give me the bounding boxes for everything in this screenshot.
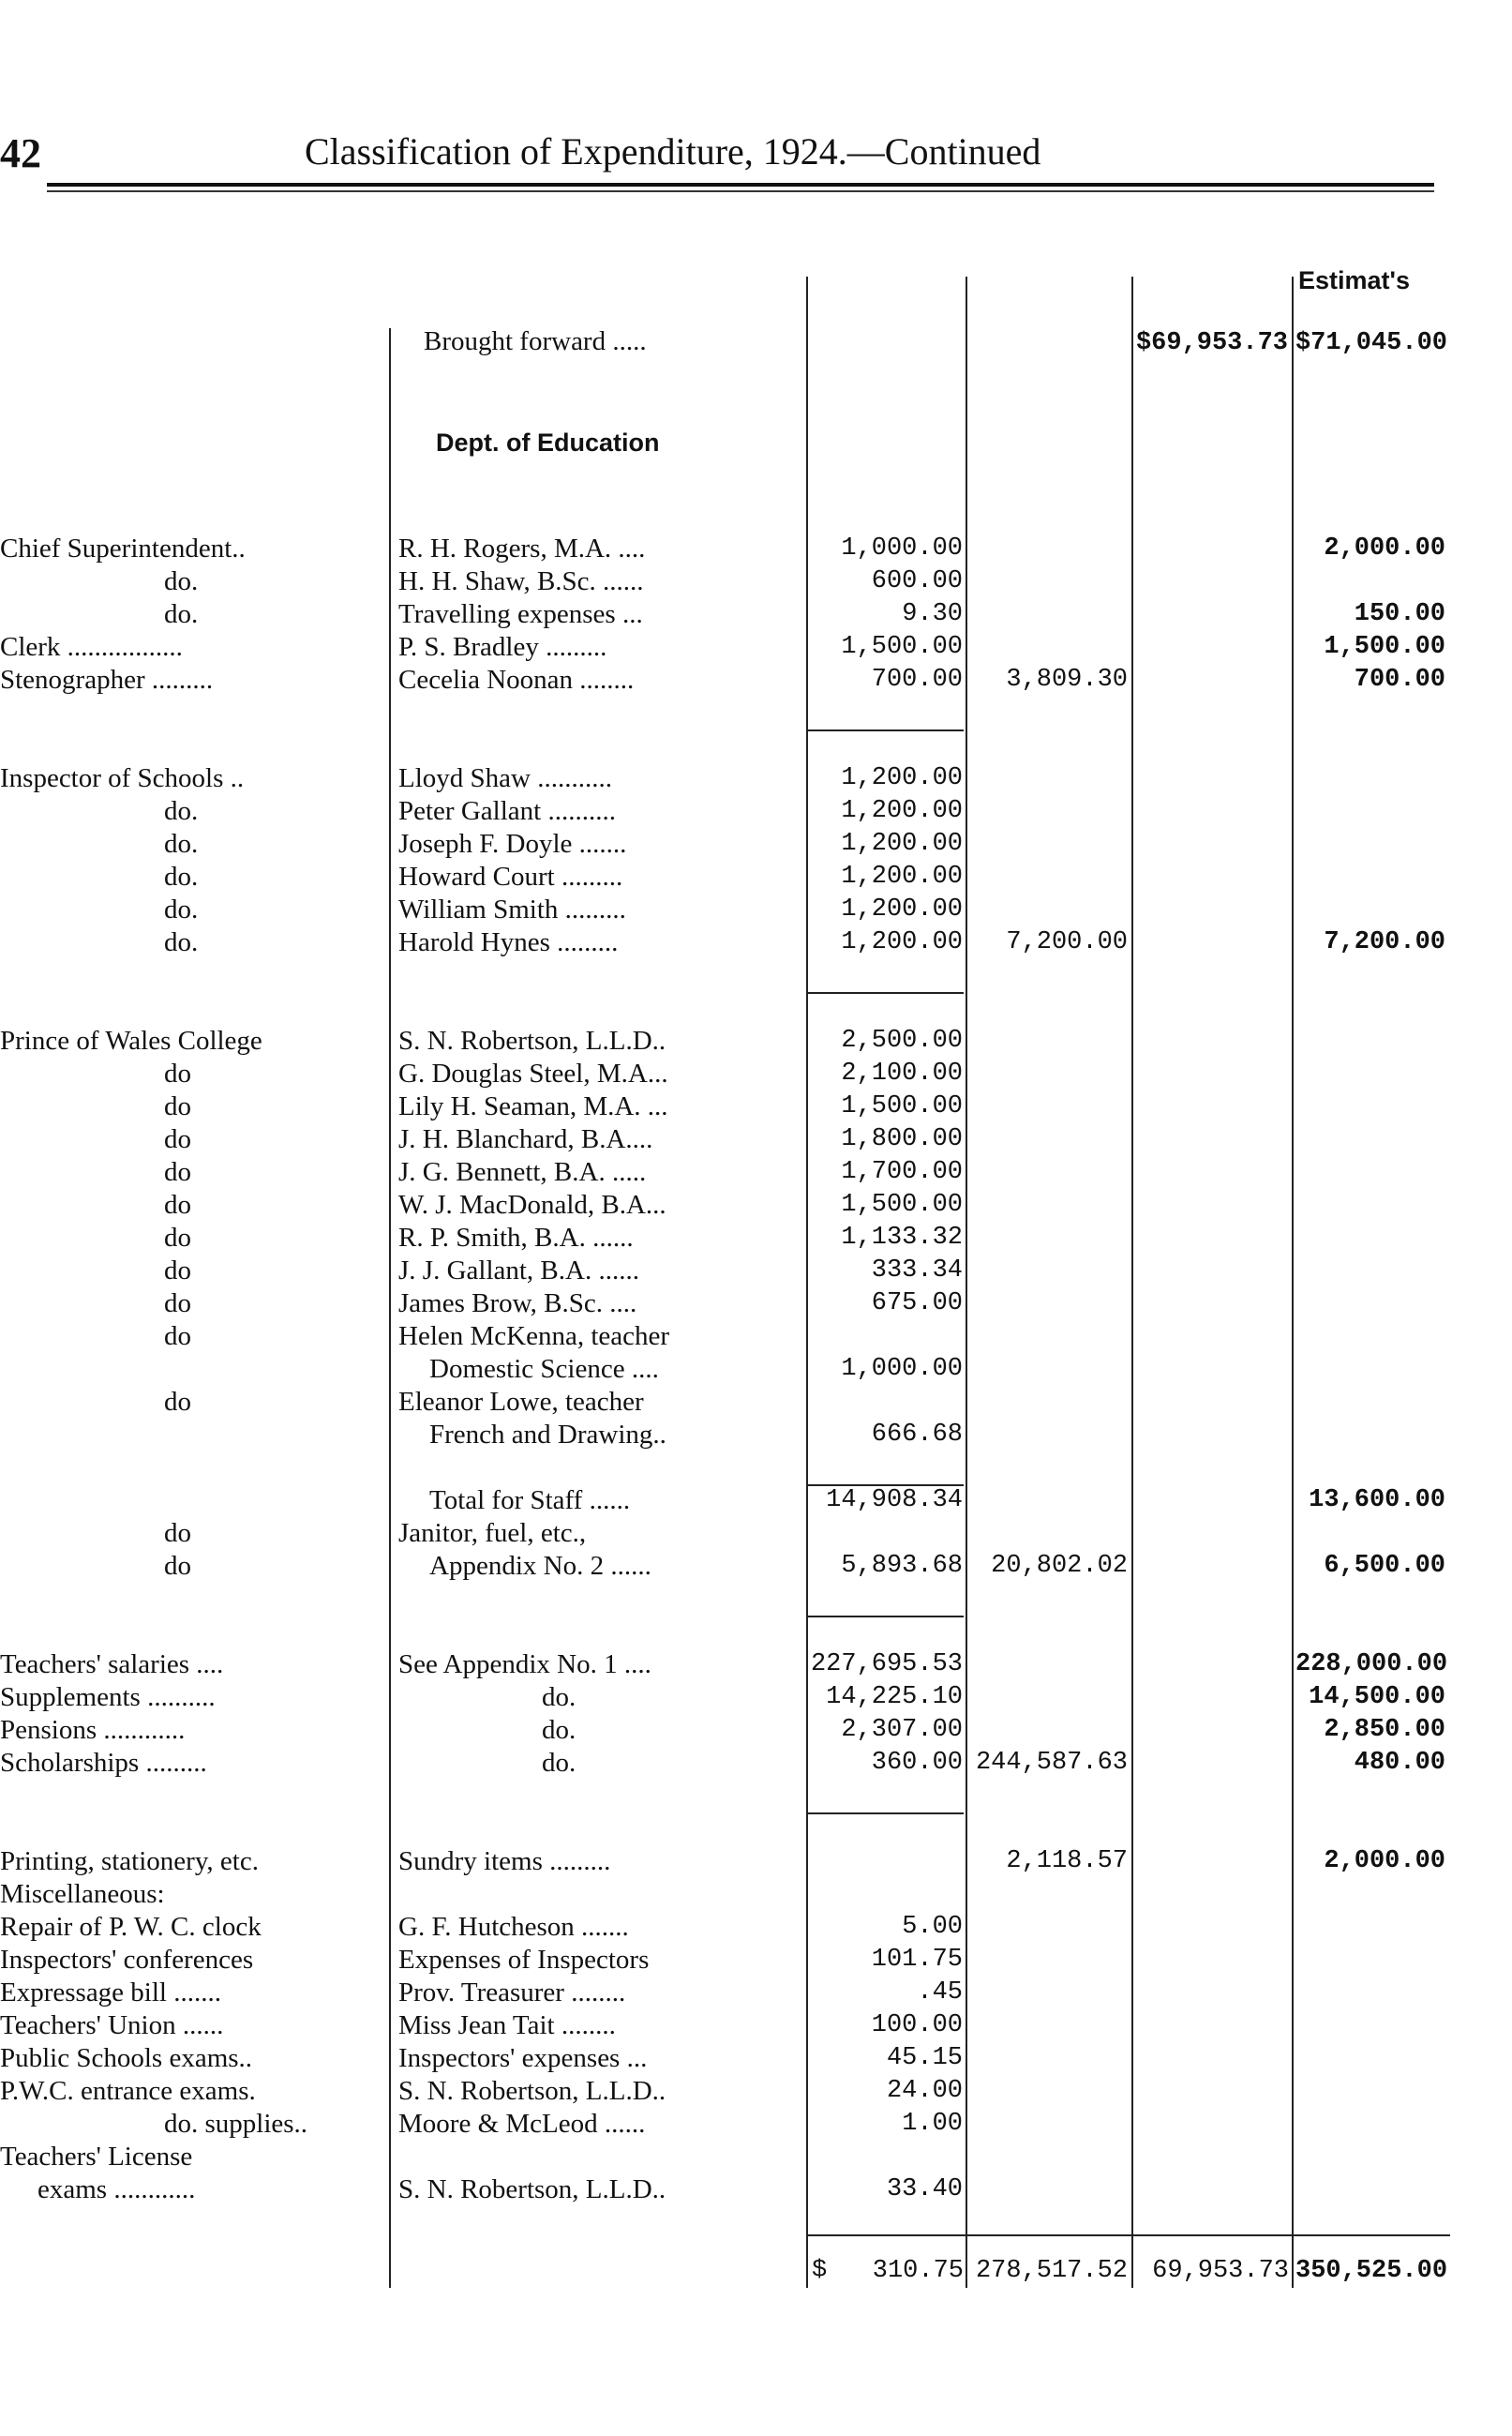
row-description: J. J. Gallant, B.A. ...... — [398, 1256, 639, 1286]
row-description: do. — [542, 1715, 576, 1745]
row-description: S. N. Robertson, L.L.D.. — [398, 1026, 666, 1056]
row-label: do. — [164, 796, 199, 826]
row-estimate: 1,500.00 — [1324, 633, 1445, 661]
row-label: do — [164, 1256, 191, 1286]
row-label: Chief Superintendent.. — [0, 534, 246, 564]
row-label: do — [164, 1091, 191, 1121]
row-amount: 2,100.00 — [841, 1060, 963, 1088]
row-label: do. — [164, 566, 199, 596]
column-divider — [389, 328, 391, 2288]
row-amount: 14,225.10 — [826, 1683, 963, 1711]
brought-forward-estimate: $71,045.00 — [1295, 329, 1447, 357]
row-amount: 600.00 — [871, 567, 963, 595]
row-label: do — [164, 1124, 191, 1154]
row-subtotal: 7,200.00 — [1006, 928, 1128, 956]
row-description: William Smith ......... — [398, 895, 626, 925]
row-description: do. — [542, 1748, 576, 1778]
department-heading: Dept. of Education — [436, 429, 660, 457]
row-label: Inspectors' conferences — [0, 1945, 254, 1975]
total-estimate: 350,525.00 — [1295, 2257, 1448, 2285]
row-description: Appendix No. 2 ...... — [429, 1551, 651, 1581]
row-label: exams ............ — [37, 2174, 196, 2204]
row-amount: 1,000.00 — [841, 1355, 963, 1383]
column-divider — [1131, 277, 1133, 2288]
row-label: do — [164, 1059, 191, 1089]
row-amount: 1,133.32 — [841, 1224, 963, 1252]
row-label: Inspector of Schools .. — [0, 763, 245, 793]
row-amount: 1,200.00 — [841, 797, 963, 825]
row-subtotal: 20,802.02 — [991, 1552, 1128, 1580]
row-label: do. supplies.. — [164, 2109, 308, 2139]
row-description: G. F. Hutcheson ....... — [398, 1912, 629, 1942]
row-amount: 1,500.00 — [841, 1191, 963, 1219]
row-amount: 700.00 — [871, 666, 963, 694]
row-description: Sundry items ......... — [398, 1846, 611, 1876]
row-description: Lloyd Shaw ........... — [398, 763, 612, 793]
row-amount: 227,695.53 — [810, 1650, 963, 1678]
row-label: do. — [164, 829, 199, 859]
row-amount: 1,000.00 — [841, 534, 963, 563]
row-label: do — [164, 1321, 191, 1351]
row-estimate: 2,000.00 — [1324, 534, 1445, 563]
row-amount: 101.75 — [871, 1946, 963, 1974]
row-amount: 1,500.00 — [841, 1092, 963, 1120]
row-description: do. — [542, 1682, 576, 1712]
subtotal-rule — [808, 1484, 964, 1486]
row-description: Travelling expenses ... — [398, 599, 643, 629]
row-description: S. N. Robertson, L.L.D.. — [398, 2174, 666, 2204]
row-label: Supplements .......... — [0, 1682, 216, 1712]
row-amount: 100.00 — [871, 2011, 963, 2039]
row-amount: 14,908.34 — [826, 1486, 963, 1514]
row-subtotal: 2,118.57 — [1006, 1847, 1128, 1875]
row-label: Stenographer ......... — [0, 665, 214, 695]
row-estimate: 480.00 — [1354, 1749, 1445, 1777]
row-amount: .45 — [917, 1978, 963, 2007]
row-amount: 1,500.00 — [841, 633, 963, 661]
row-label: Repair of P. W. C. clock — [0, 1912, 262, 1942]
row-amount: 333.34 — [871, 1256, 963, 1285]
row-label: do — [164, 1288, 191, 1318]
row-amount: 1,200.00 — [841, 928, 963, 956]
row-description: P. S. Bradley ......... — [398, 632, 607, 662]
row-amount: 24.00 — [886, 2077, 963, 2105]
row-estimate: 150.00 — [1354, 600, 1445, 628]
row-estimate: 700.00 — [1354, 666, 1445, 694]
row-description: French and Drawing.. — [429, 1420, 666, 1450]
row-description: Expenses of Inspectors — [398, 1945, 650, 1975]
row-label: do — [164, 1157, 191, 1187]
row-label: Teachers' License — [0, 2142, 193, 2172]
row-label: Printing, stationery, etc. — [0, 1846, 259, 1876]
row-description: Peter Gallant .......... — [398, 796, 616, 826]
row-description: See Appendix No. 1 .... — [398, 1649, 651, 1679]
row-label: Clerk ................. — [0, 632, 183, 662]
subtotal-rule — [808, 1812, 964, 1814]
row-label: do. — [164, 599, 199, 629]
row-description: Cecelia Noonan ........ — [398, 665, 635, 695]
row-label: P.W.C. entrance exams. — [0, 2076, 256, 2106]
row-label: do — [164, 1190, 191, 1220]
page-number: 42 — [0, 130, 41, 176]
row-amount: 9.30 — [902, 600, 963, 628]
row-amount: 1,200.00 — [841, 895, 963, 924]
row-description: Harold Hynes ......... — [398, 927, 619, 957]
row-label: do. — [164, 895, 199, 925]
row-amount: 2,307.00 — [841, 1716, 963, 1744]
subtotal-rule — [808, 729, 964, 731]
row-amount: 1,700.00 — [841, 1158, 963, 1186]
row-amount: 1.00 — [902, 2110, 963, 2138]
total-col1: 310.75 — [872, 2257, 964, 2285]
row-description: Eleanor Lowe, teacher — [398, 1387, 644, 1417]
row-estimate: 2,000.00 — [1324, 1847, 1445, 1875]
row-description: Domestic Science .... — [429, 1354, 659, 1384]
row-label: Expressage bill ....... — [0, 1977, 221, 2007]
row-amount: 5,893.68 — [841, 1552, 963, 1580]
row-label: Miscellaneous: — [0, 1879, 165, 1909]
row-description: R. H. Rogers, M.A. .... — [398, 534, 646, 564]
row-description: R. P. Smith, B.A. ...... — [398, 1223, 634, 1253]
row-label: do — [164, 1518, 191, 1548]
row-label: do — [164, 1551, 191, 1581]
row-amount: 675.00 — [871, 1289, 963, 1317]
row-label: do — [164, 1223, 191, 1253]
row-label: Scholarships ......... — [0, 1748, 207, 1778]
total-rule — [808, 2234, 1450, 2236]
row-description: J. G. Bennett, B.A. ..... — [398, 1157, 647, 1187]
row-amount: 5.00 — [902, 1913, 963, 1941]
total-col3: 69,953.73 — [1152, 2257, 1289, 2285]
row-estimate: 14,500.00 — [1309, 1683, 1445, 1711]
row-description: James Brow, B.Sc. .... — [398, 1288, 637, 1318]
total-dollar-sign: $ — [812, 2257, 828, 2285]
row-subtotal: 244,587.63 — [975, 1749, 1128, 1777]
row-description: H. H. Shaw, B.Sc. ...... — [398, 566, 644, 596]
row-label: do. — [164, 927, 199, 957]
row-amount: 1,200.00 — [841, 764, 963, 792]
row-description: G. Douglas Steel, M.A... — [398, 1059, 668, 1089]
total-col2: 278,517.52 — [975, 2257, 1128, 2285]
row-label: Prince of Wales College — [0, 1026, 262, 1056]
row-subtotal: 3,809.30 — [1006, 666, 1128, 694]
row-label: Teachers' salaries .... — [0, 1649, 224, 1679]
row-description: Howard Court ......... — [398, 862, 623, 892]
row-amount: 33.40 — [886, 2175, 963, 2203]
row-amount: 1,800.00 — [841, 1125, 963, 1153]
header-rule-thin — [47, 190, 1434, 192]
row-description: Lily H. Seaman, M.A. ... — [398, 1091, 668, 1121]
row-description: Prov. Treasurer ........ — [398, 1977, 626, 2007]
row-amount: 45.15 — [886, 2044, 963, 2072]
row-description: Janitor, fuel, etc., — [398, 1518, 587, 1548]
row-amount: 360.00 — [871, 1749, 963, 1777]
row-estimate: 228,000.00 — [1295, 1650, 1448, 1678]
row-description: S. N. Robertson, L.L.D.. — [398, 2076, 666, 2106]
row-description: Inspectors' expenses ... — [398, 2043, 648, 2073]
row-label: Public Schools exams.. — [0, 2043, 253, 2073]
brought-forward-col4: $69,953.73 — [1135, 329, 1288, 357]
row-estimate: 2,850.00 — [1324, 1716, 1445, 1744]
row-description: Miss Jean Tait ........ — [398, 2010, 616, 2040]
row-description: Total for Staff ...... — [429, 1485, 631, 1515]
row-amount: 666.68 — [871, 1421, 963, 1449]
row-description: W. J. MacDonald, B.A... — [398, 1190, 666, 1220]
row-label: do — [164, 1387, 191, 1417]
row-estimate: 13,600.00 — [1309, 1486, 1445, 1514]
estimate-column-header: Estimat's — [1298, 266, 1410, 294]
column-divider — [966, 277, 967, 2288]
row-description: Joseph F. Doyle ....... — [398, 829, 627, 859]
row-label: do. — [164, 862, 199, 892]
column-divider — [1292, 277, 1294, 2288]
row-estimate: 7,200.00 — [1324, 928, 1445, 956]
header-rule — [47, 183, 1434, 187]
row-amount: 1,200.00 — [841, 830, 963, 858]
row-amount: 1,200.00 — [841, 863, 963, 891]
row-description: Helen McKenna, teacher — [398, 1321, 670, 1351]
row-amount: 2,500.00 — [841, 1027, 963, 1055]
brought-forward-label: Brought forward ..... — [424, 326, 647, 356]
row-description: Moore & McLeod ...... — [398, 2109, 646, 2139]
row-label: Teachers' Union ...... — [0, 2010, 224, 2040]
row-label: Pensions ............ — [0, 1715, 186, 1745]
subtotal-rule — [808, 992, 964, 994]
row-description: J. H. Blanchard, B.A.... — [398, 1124, 653, 1154]
subtotal-rule — [808, 1616, 964, 1617]
page-title: Classification of Expenditure, 1924.—Continued — [305, 130, 1041, 173]
row-estimate: 6,500.00 — [1324, 1552, 1445, 1580]
